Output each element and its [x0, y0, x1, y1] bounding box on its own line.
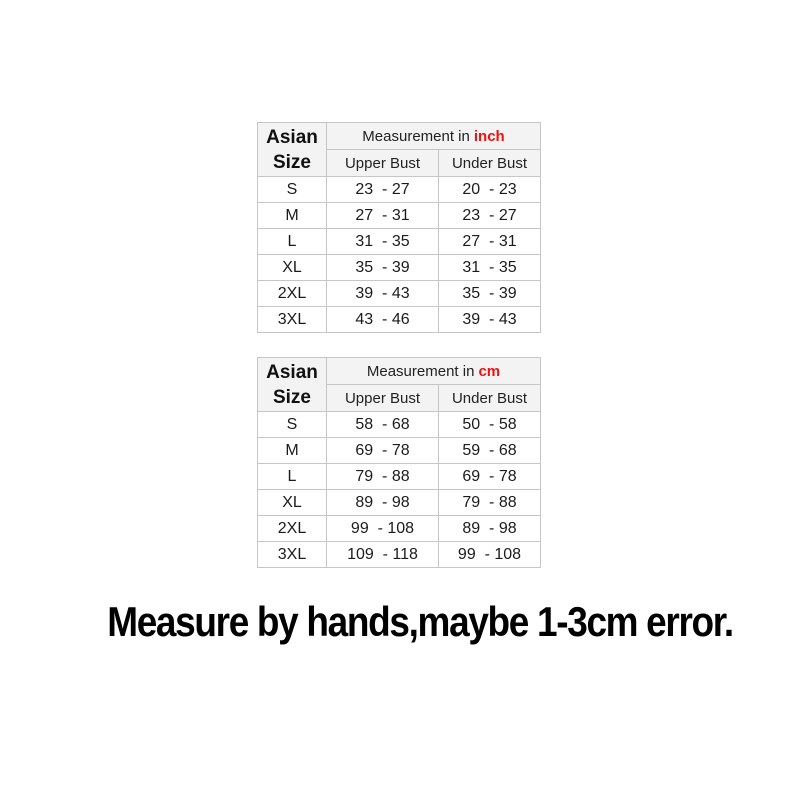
measurement-prefix: Measurement in — [366, 362, 475, 380]
table-row — [258, 542, 541, 568]
under-bust-header: Under Bust — [439, 150, 541, 177]
measurement-header — [327, 358, 541, 385]
inch-size-table — [257, 122, 541, 333]
size-cell: 3XL — [258, 542, 327, 568]
upper-bust-cell: 23 - 27 — [327, 177, 439, 203]
size-cell: S — [258, 177, 327, 203]
under-bust-cell: 79 - 88 — [439, 490, 541, 516]
unit-inch-label: inch — [473, 127, 505, 145]
upper-bust-cell: 99 - 108 — [327, 516, 439, 542]
table-row — [258, 464, 541, 490]
upper-bust-cell: 27 - 31 — [327, 203, 439, 229]
size-cell: L — [258, 464, 327, 490]
upper-bust-cell: 39 - 43 — [327, 281, 439, 307]
under-bust-cell: 50 - 58 — [439, 412, 541, 438]
unit-cm-label: cm — [478, 362, 501, 380]
under-bust-cell: 27 - 31 — [439, 229, 541, 255]
size-cell: M — [258, 438, 327, 464]
under-bust-cell: 99 - 108 — [439, 542, 541, 568]
under-bust-header: Under Bust — [439, 385, 541, 412]
under-bust-cell: 39 - 43 — [439, 307, 541, 333]
under-bust-cell: 59 - 68 — [439, 438, 541, 464]
size-cell: 2XL — [258, 516, 327, 542]
under-bust-cell: 23 - 27 — [439, 203, 541, 229]
size-cell: XL — [258, 255, 327, 281]
upper-bust-cell: 89 - 98 — [327, 490, 439, 516]
upper-bust-cell: 58 - 68 — [327, 412, 439, 438]
table-row — [258, 412, 541, 438]
table-row — [258, 177, 541, 203]
under-bust-cell: 69 - 78 — [439, 464, 541, 490]
asian-size-header: Asian Size — [258, 123, 327, 177]
measurement-prefix: Measurement in — [362, 127, 470, 145]
under-bust-cell: 35 - 39 — [439, 281, 541, 307]
size-cell: XL — [258, 490, 327, 516]
size-cell: M — [258, 203, 327, 229]
table-row — [258, 229, 541, 255]
asian-size-header: Asian Size — [258, 358, 327, 412]
table-row — [258, 438, 541, 464]
table-row — [258, 490, 541, 516]
size-cell: 2XL — [258, 281, 327, 307]
table-row — [258, 255, 541, 281]
under-bust-cell: 20 - 23 — [439, 177, 541, 203]
cm-size-table — [257, 357, 541, 568]
table-row — [258, 281, 541, 307]
upper-bust-header: Upper Bust — [327, 150, 439, 177]
size-cell: S — [258, 412, 327, 438]
table-header-row — [258, 358, 541, 385]
upper-bust-cell: 35 - 39 — [327, 255, 439, 281]
upper-bust-cell: 43 - 46 — [327, 307, 439, 333]
upper-bust-cell: 31 - 35 — [327, 229, 439, 255]
upper-bust-cell: 69 - 78 — [327, 438, 439, 464]
table-row — [258, 516, 541, 542]
size-cell: L — [258, 229, 327, 255]
under-bust-cell: 89 - 98 — [439, 516, 541, 542]
table-header-row — [258, 123, 541, 150]
upper-bust-header: Upper Bust — [327, 385, 439, 412]
measure-note: Measure by hands,maybe 1-3cm error. — [107, 598, 733, 645]
upper-bust-cell: 109 - 118 — [327, 542, 439, 568]
table-row — [258, 307, 541, 333]
under-bust-cell: 31 - 35 — [439, 255, 541, 281]
table-row — [258, 203, 541, 229]
upper-bust-cell: 79 - 88 — [327, 464, 439, 490]
measurement-header — [327, 123, 541, 150]
size-cell: 3XL — [258, 307, 327, 333]
